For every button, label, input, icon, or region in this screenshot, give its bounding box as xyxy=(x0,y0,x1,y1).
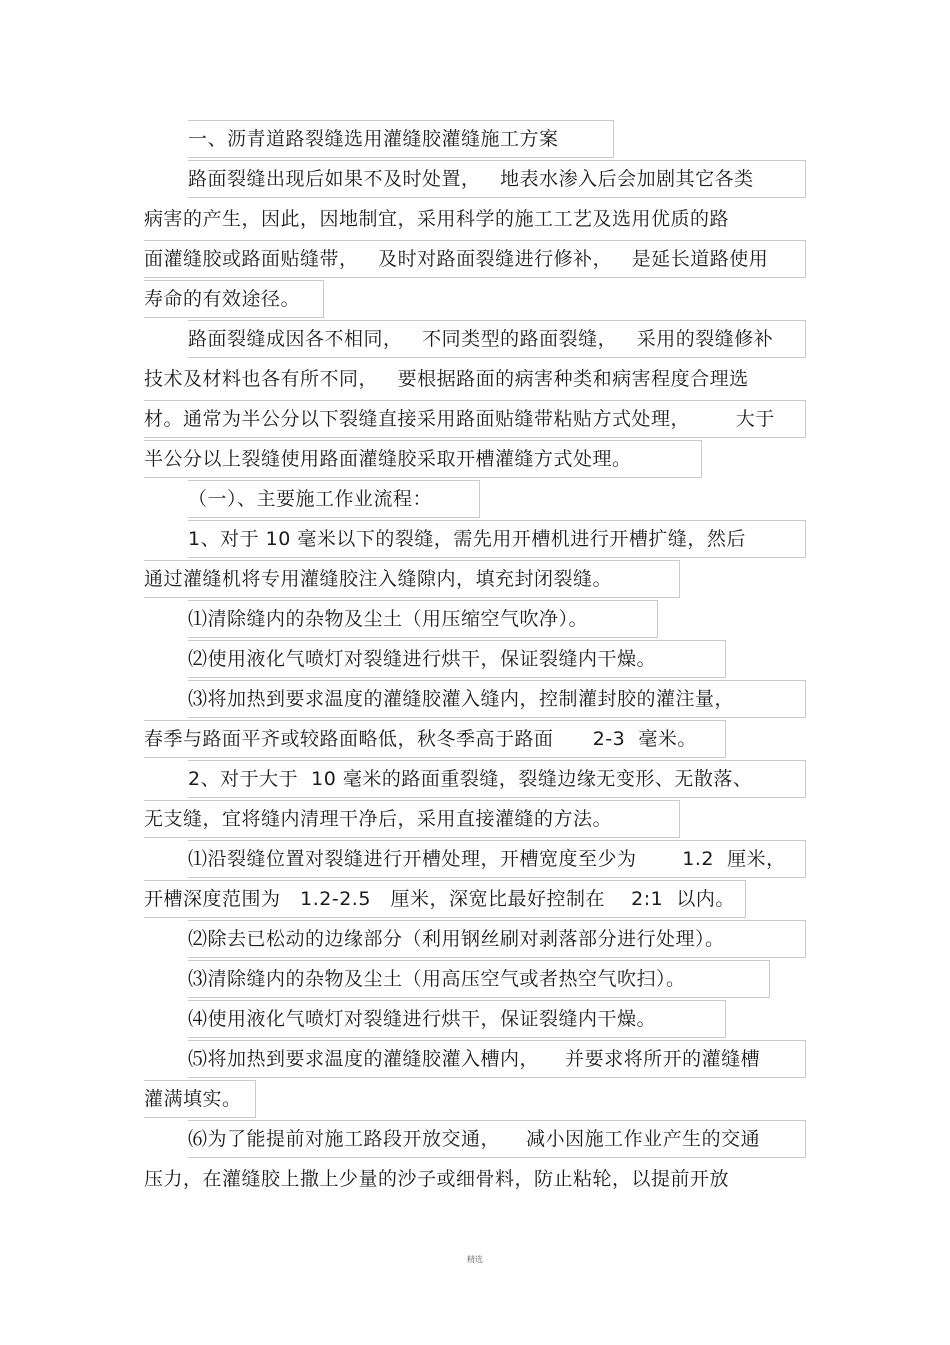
list-item: 无支缝，宜将缝内清理干净后，采用直接灌缝的方法。 xyxy=(144,808,613,830)
paragraph-line: 材。通常为半公分以下裂缝直接采用路面贴缝带粘贴方式处理， 大于 xyxy=(144,408,775,430)
list-item: 2、对于大于 10 毫米的路面重裂缝，裂缝边缘无变形、无散落、 xyxy=(188,768,753,790)
paragraph-line: 病害的产生，因此，因地制宜，采用科学的施工工艺及选用优质的路 xyxy=(144,208,730,230)
paragraph-line: 路面裂缝成因各不相同， 不同类型的路面裂缝， 采用的裂缝修补 xyxy=(188,328,774,350)
paragraph-line: 路面裂缝出现后如果不及时处置， 地表水渗入后会加剧其它各类 xyxy=(188,168,754,190)
paragraph-line: 半公分以上裂缝使用路面灌缝胶采取开槽灌缝方式处理。 xyxy=(144,448,632,470)
step-line: ⑵使用液化气喷灯对裂缝进行烘干，保证裂缝内干燥。 xyxy=(188,648,657,670)
paragraph-line: 技术及材料也各有所不同， 要根据路面的病害种类和病害程度合理选 xyxy=(144,368,749,390)
list-item: 1、对于 10 毫米以下的裂缝，需先用开槽机进行开槽扩缝，然后 xyxy=(188,528,746,550)
step-line: ⑶清除缝内的杂物及尘土（用高压空气或者热空气吹扫）。 xyxy=(188,968,686,990)
step-line: ⑹为了能提前对施工路段开放交通， 减小因施工作业产生的交通 xyxy=(188,1128,761,1150)
step-line: ⑴清除缝内的杂物及尘土（用压缩空气吹净）。 xyxy=(188,608,589,630)
section-heading: （一）、主要施工作业流程： xyxy=(188,488,433,510)
step-line: ⑵除去已松动的边缘部分（利用钢丝刷对剥落部分进行处理）。 xyxy=(188,928,725,950)
paragraph-line: 寿命的有效途径。 xyxy=(144,288,301,310)
list-item: 通过灌缝机将专用灌缝胶注入缝隙内，填充封闭裂缝。 xyxy=(144,568,613,590)
step-line: 开槽深度范围为 1.2-2.5 厘米，深宽比最好控制在 2:1 以内。 xyxy=(144,888,735,910)
step-line: 压力，在灌缝胶上撒上少量的沙子或细骨料，防止粘轮，以提前开放 xyxy=(144,1168,730,1190)
paragraph-line: 面灌缝胶或路面贴缝带， 及时对路面裂缝进行修补， 是延长道路使用 xyxy=(144,248,769,270)
page-footer: 精选 xyxy=(467,1255,483,1264)
step-line: ⑶将加热到要求温度的灌缝胶灌入缝内，控制灌封胶的灌注量， xyxy=(188,688,735,710)
step-line: ⑴沿裂缝位置对裂缝进行开槽处理，开槽宽度至少为 1.2 厘米， xyxy=(188,848,786,870)
step-line: 灌满填实。 xyxy=(144,1088,242,1110)
document-title: 一、沥青道路裂缝选用灌缝胶灌缝施工方案 xyxy=(188,128,559,150)
step-line: 春季与路面平齐或较路面略低，秋冬季高于路面 2-3 毫米。 xyxy=(144,728,697,750)
step-line: ⑸将加热到要求温度的灌缝胶灌入槽内， 并要求将所开的灌缝槽 xyxy=(188,1048,761,1070)
step-line: ⑷使用液化气喷灯对裂缝进行烘干，保证裂缝内干燥。 xyxy=(188,1008,657,1030)
